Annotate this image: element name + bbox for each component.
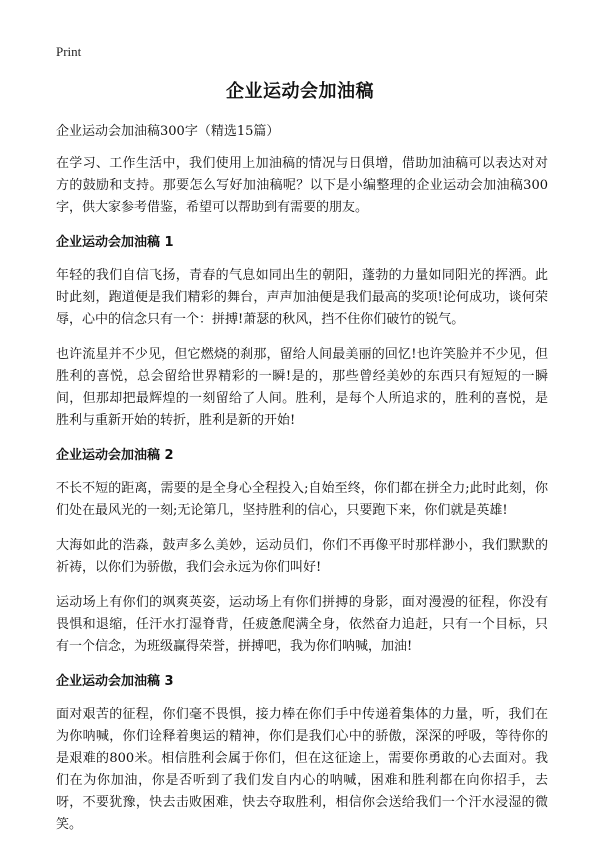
page-title: 企业运动会加油稿 — [226, 81, 374, 102]
section-2-paragraph-2: 大海如此的浩淼，鼓声多么美妙，运动员们，你们不再像平时那样渺小，我们默默的祈祷，以你们为骄傲，我们会永远为你们叫好! — [56, 538, 548, 575]
section-heading-3: 企业运动会加油稿 3 — [56, 674, 174, 689]
section-1-paragraph-1: 年轻的我们自信飞扬，青春的气息如同出生的朝阳，蓬勃的力量如同阳光的挥洒。此时此刻，跑道便是我们精彩的舞台，声声加油便是我们最高的奖项!论何成功，谈何荣辱，心中的信念只有一个：拼搏!萧瑟的秋风，挡不住你们破竹的锐气。 — [56, 268, 548, 327]
section-2-paragraph-3: 运动场上有你们的飒爽英姿，运动场上有你们拼搏的身影，面对漫漫的征程，你没有畏惧和退缩，任汗水打湿脊背，任疲惫爬满全身，依然奋力追赶，只有一个目标，只有一个信念，为班级赢得荣誉，拼搏吧，我为你们呐喊，加油! — [56, 595, 548, 654]
document-subtitle: 企业运动会加油稿300字（精选15篇） — [56, 124, 280, 139]
print-link[interactable]: Print — [56, 44, 82, 59]
section-heading-1: 企业运动会加油稿 1 — [56, 235, 174, 250]
section-3-paragraph-1: 面对艰苦的征程，你们毫不畏惧，接力棒在你们手中传递着集体的力量，听，我们在为你呐喊，你们诠释着奥运的精神，你们是我们心中的骄傲，深深的呼吸，等待你的是艰难的800米。相信胜利会属于你们，但在这征途上，需要你勇敢的心去面对。我们在为你加油，你是否听到了我们发自内心的呐喊，困难和胜利都在向你招手，去呀，不要犹豫，快去击败困难，快去夺取胜利，相信你会送给我们一个汗水浸湿的微笑。 — [56, 707, 548, 832]
section-heading-2: 企业运动会加油稿 2 — [56, 448, 174, 463]
section-2-paragraph-1: 不长不短的距离，需要的是全身心全程投入;自始至终，你们都在拼全力;此时此刻，你们处在最风光的一刻;无论第几，坚持胜利的信心，只要跑下来，你们就是英雄! — [56, 481, 548, 518]
intro-paragraph: 在学习、工作生活中，我们使用上加油稿的情况与日俱增，借助加油稿可以表达对对方的鼓励和支持。那要怎么写好加油稿呢？以下是小编整理的企业运动会加油稿300字，供大家参考借鉴，希望可以帮助到有需要的朋友。 — [56, 156, 548, 215]
section-1-paragraph-2: 也许流星并不少见，但它燃烧的刹那，留给人间最美丽的回忆!也许笑脸并不少见，但胜利的喜悦，总会留给世界精彩的一瞬!是的，那些曾经美妙的东西只有短短的一瞬间，但那却把最辉煌的一刻留给了人间。胜利，是每个人所追求的，胜利的喜悦，是胜利与重新开始的转折，胜利是新的开始! — [56, 347, 548, 428]
document-body — [56, 121, 548, 849]
